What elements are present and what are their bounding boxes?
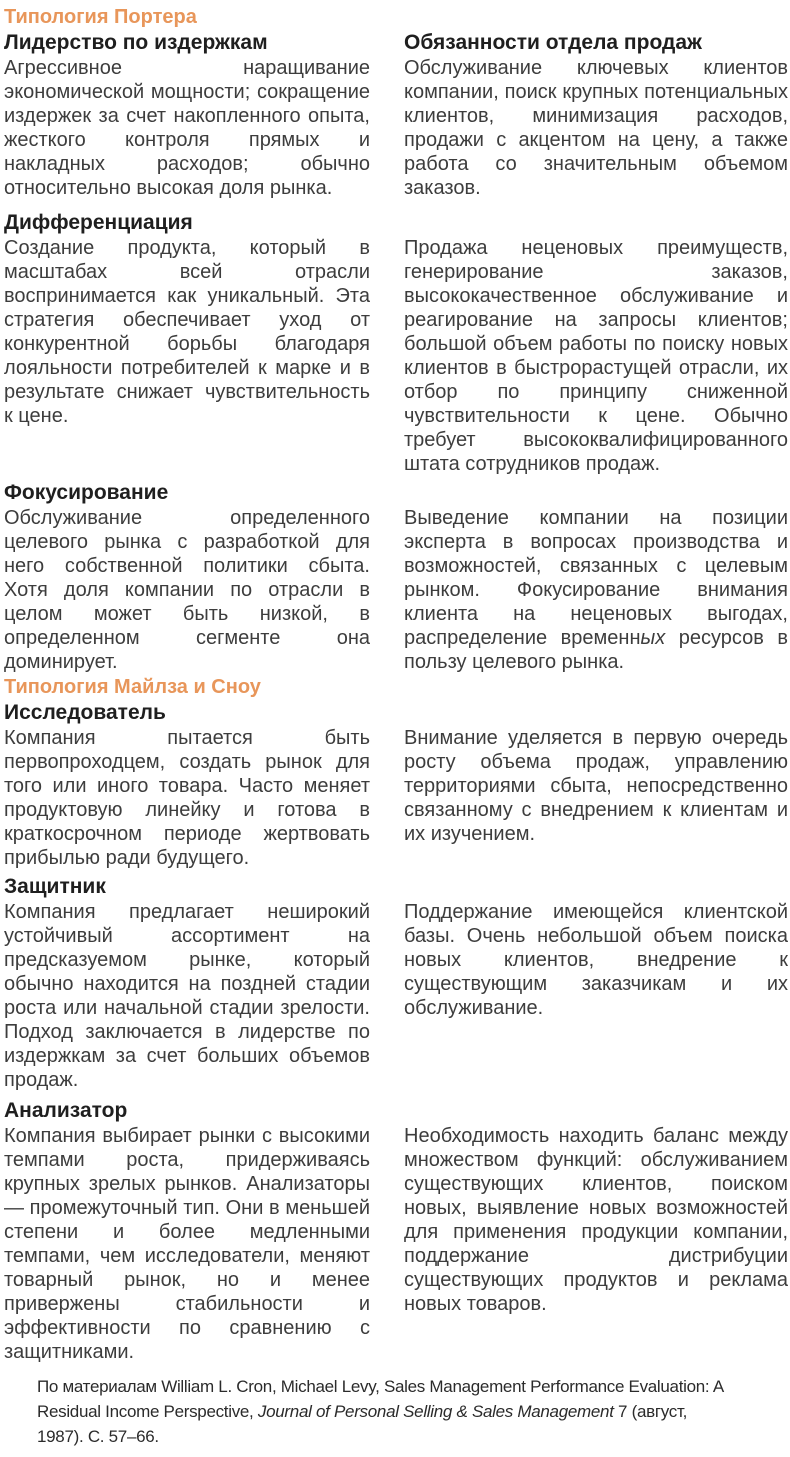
cell-duties-analyzer xyxy=(404,1098,788,1364)
row-heading: Анализатор xyxy=(4,1099,128,1122)
cell-text: Продажа неценовых преимуществ, генерирование заказов, высококачественное обслуживание и реагирование на запросы клиентов; большой объем работы по поиску новых клиентов в быстрорастущей отрасли, их отбор по принципу сниженной чувствительности к цене. Обычно требует высококвалифицированного штата сотрудников продаж. xyxy=(404,237,788,475)
cell-duties-focus xyxy=(404,480,788,674)
cell-text: Компания выбирает рынки с высокими темпами роста, придерживаясь крупных зрелых рынков. Анализаторы — промежуточный тип. Они в меньшей степени и более медленными темпами, чем исследователи, меняют товарный рынок, но и менее привержены стабильности и эффективности по сравнению с защитниками. xyxy=(4,1125,370,1363)
cell-text: Компания пытается быть первопроходцем, создать рынок для того или иного товара. Часто меняет продуктовую линейку и готова в краткосрочном периоде жертвовать прибылью ради будущего. xyxy=(4,727,370,869)
citation-journal-title: Journal of Personal Selling & Sales Management xyxy=(257,1402,614,1421)
table-row xyxy=(4,210,788,476)
source-citation xyxy=(4,1374,788,1457)
cell-text-part: Выведение компании на позиции эксперта в вопросах производства и возможностей, связанных с целевым рынком. Фокусирование внимания клиента на неценовых выгодах, распределение временн xyxy=(404,507,788,649)
cell-strategy-defender xyxy=(4,874,370,1092)
table-row xyxy=(4,480,788,674)
cell-duties-defender xyxy=(404,874,788,1092)
cell-text: Поддержание имеющейся клиентской базы. Очень небольшой объем поиска новых клиентов, внедрение к существующим заказчикам и их обслуживание. xyxy=(404,901,788,1019)
cell-text xyxy=(404,506,788,674)
cell-strategy-analyzer xyxy=(4,1098,370,1364)
cell-strategy-focus xyxy=(4,480,370,674)
table-row xyxy=(4,674,788,870)
cell-strategy-prospector xyxy=(4,674,370,870)
cell-strategy-differentiation xyxy=(4,210,370,476)
cell-strategy-cost-leadership xyxy=(4,4,370,200)
cell-duties-prospector xyxy=(404,674,788,870)
row-heading: Фокусирование xyxy=(4,481,169,504)
row-heading: Дифференциация xyxy=(4,211,193,234)
cell-text: Агрессивное наращивание экономической мощности; сокращение издержек за счет накопленного опыта, жесткого контроля прямых и накладных расходов; обычно относительно высокая доля рынка. xyxy=(4,57,370,199)
cell-duties-differentiation xyxy=(404,210,788,476)
citation-text: По материалам William L. Cron, Michael Levy, Sales Management Performance Evaluation: A Residual Income Perspective, xyxy=(37,1377,723,1421)
cell-text-italic: ых xyxy=(640,627,666,649)
cell-text-part: ресурсов в пользу целевого рынка. xyxy=(404,627,788,673)
cell-duties-cost-leadership xyxy=(404,4,788,200)
row-heading: Лидерство по издержкам xyxy=(4,31,268,54)
citation-text: 7 (август, 1987). С. 57–66. xyxy=(37,1402,688,1446)
column-heading-duties: Обязанности отдела продаж xyxy=(404,31,702,54)
category-heading-porter: Типология Портера xyxy=(4,6,197,28)
cell-text: Создание продукта, который в масштабах всей отрасли воспринимается как уникальный. Эта стратегия обеспечивает уход от конкурентной борьбы благодаря лояльности потребителей к марке и в результате снижает чувствительность к цене. xyxy=(4,237,370,427)
row-heading: Защитник xyxy=(4,875,106,898)
cell-text: Необходимость находить баланс между множеством функций: обслуживанием существующих клиентов, поиском новых, выявление новых возможностей для применения продукции компании, поддержание дистрибуции существующих продуктов и реклама новых товаров. xyxy=(404,1125,788,1315)
table-row xyxy=(4,874,788,1092)
table-row xyxy=(4,1098,788,1364)
cell-text: Компания предлагает неширокий устойчивый ассортимент на предсказуемом рынке, который обычно находится на поздней стадии роста или начальной стадии зрелости. Подход заключается в лидерстве по издержкам за счет больших объемов продаж. xyxy=(4,901,370,1091)
cell-text: Обслуживание определенного целевого рынка с разработкой для него собственной политики сбыта. Хотя доля компании по отрасли в целом может быть низкой, в определенном сегменте она доминирует. xyxy=(4,507,370,673)
table-row xyxy=(4,4,788,200)
cell-text: Обслуживание ключевых клиентов компании, поиск крупных потенциальных клиентов, минимизация расходов, продажи с акцентом на цену, а также работа со значительным объемом заказов. xyxy=(404,57,788,199)
category-heading-miles-snow: Типология Майлза и Сноу xyxy=(4,676,261,698)
cell-text: Внимание уделяется в первую очередь росту объема продаж, управлению территориями сбыта, непосредственно связанному с внедрением к клиентам и их изучением. xyxy=(404,727,788,845)
typology-comparison-table xyxy=(4,4,788,1374)
row-heading: Исследователь xyxy=(4,701,166,724)
